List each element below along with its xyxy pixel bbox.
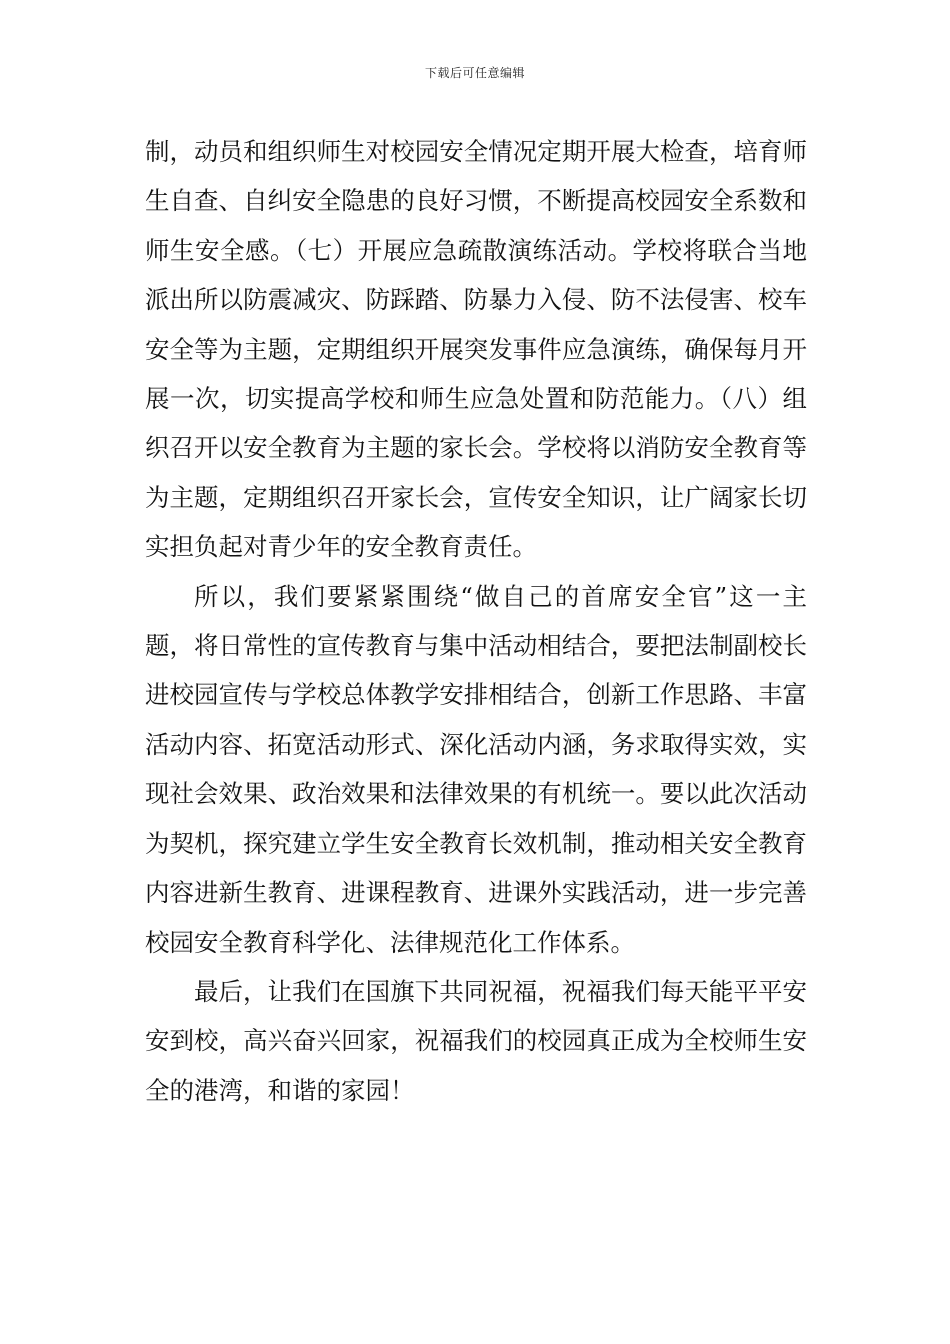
paragraph-3: 最后，让我们在国旗下共同祝福，祝福我们每天能平平安安到校，高兴奋兴回家，祝福我们的校园真正成为全校师生安全的港湾，和谐的家园！ [145,976,807,1105]
paragraph-1: 制，动员和组织师生对校园安全情况定期开展大检查，培育师生自查、自纠安全隐患的良好习惯，不断提高校园安全系数和师生安全感。（七）开展应急疏散演练活动。学校将联合当地派出所以防震减灾、防踩踏、防暴力入侵、防不法侵害、校车安全等为主题，定期组织开展突发事件应急演练，确保每月开展一次，切实提高学校和师生应急处置和防范能力。（八）组织召开以安全教育为主题的家长会。学校将以消防安全教育等为主题，定期组织召开家长会，宣传安全知识，让广阔家长切实担负起对青少年的安全教育责任。 [145,137,807,562]
paragraph-2: 所以，我们要紧紧围绕“做自己的首席安全官”这一主题，将日常性的宣传教育与集中活动相结合，要把法制副校长进校园宣传与学校总体教学安排相结合，创新工作思路、丰富活动内容、拓宽活动形式、深化活动内涵，务求取得实效，实现社会效果、政治效果和法律效果的有机统一。要以此次活动为契机，探究建立学生安全教育长效机制，推动相关安全教育内容进新生教育、进课程教育、进课外实践活动，进一步完善校园安全教育科学化、法律规范化工作体系。 [145,581,807,957]
page-header: 下载后可任意编辑 [424,66,525,80]
document-body [145,127,807,1115]
